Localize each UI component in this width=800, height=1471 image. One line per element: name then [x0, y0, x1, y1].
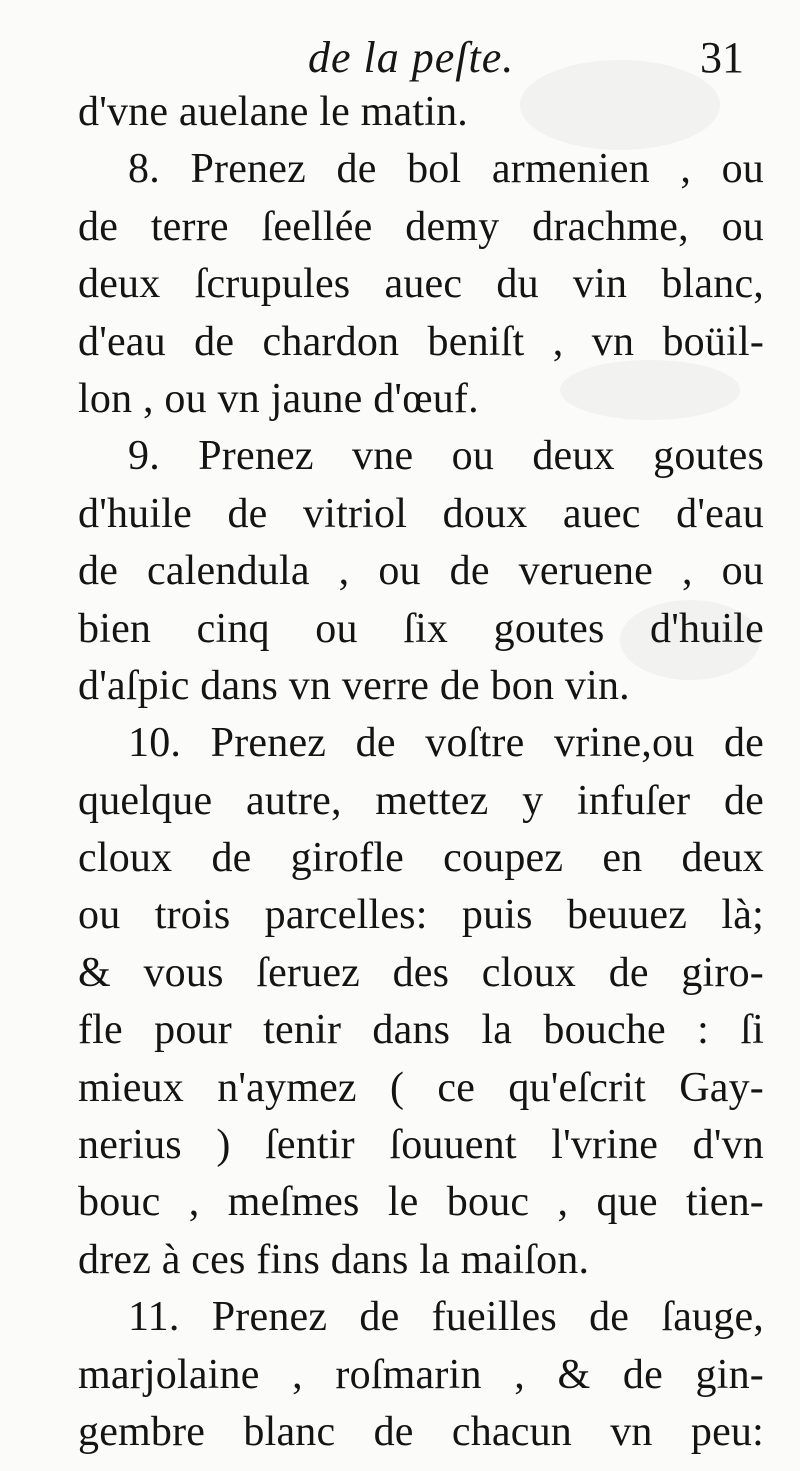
text-line: marjolaine , roſmarin , & de gin-: [78, 1351, 764, 1398]
text-line: quelque autre, mettez y infuſer de: [78, 777, 764, 824]
page-number: 31: [700, 33, 744, 82]
body-text: [78, 84, 764, 1461]
text-line: 11. Prenez de fueilles de ſauge,: [128, 1294, 764, 1341]
text-line: ou trois parcelles: puis beuuez là;: [78, 892, 764, 939]
text-line: d'eau de chardon beniſt , vn boüil-: [78, 318, 764, 365]
text-line: & vous ſeruez des cloux de giro-: [78, 949, 764, 996]
text-line: 9. Prenez vne ou deux goutes: [128, 433, 764, 480]
text-line: de calendula , ou de veruene , ou: [78, 548, 764, 595]
running-head: de la peſte.: [308, 33, 515, 82]
text-line: de terre ſeellée demy drachme, ou: [78, 203, 764, 250]
text-line: bouc , meſmes le bouc , que tien-: [78, 1179, 764, 1226]
text-line: deux ſcrupules auec du vin blanc,: [78, 261, 764, 308]
text-line: d'huile de vitriol doux auec d'eau: [78, 490, 764, 537]
text-line: 10. Prenez de voſtre vrine,ou de: [128, 720, 764, 767]
text-line: drez à ces fins dans la maiſon.: [78, 1236, 590, 1283]
text-line: cloux de girofle coupez en deux: [78, 835, 764, 882]
text-line: d'vne auelane le matin.: [78, 89, 469, 135]
text-line: 8. Prenez de bol armenien , ou: [128, 146, 764, 193]
page-header: [0, 30, 800, 90]
text-line: d'aſpic dans vn verre de bon vin.: [78, 662, 630, 709]
text-line: lon , ou vn jaune d'œuf.: [78, 375, 479, 422]
text-line: nerius ) ſentir ſouuent l'vrine d'vn: [78, 1122, 764, 1169]
text-line: gembre blanc de chacun vn peu:: [78, 1408, 764, 1455]
text-line: mieux n'aymez ( ce qu'eſcrit Gay-: [78, 1064, 764, 1111]
text-line: bien cinq ou ſix goutes d'huile: [78, 605, 764, 652]
text-line: fle pour tenir dans la bouche : ſi: [78, 1007, 764, 1054]
